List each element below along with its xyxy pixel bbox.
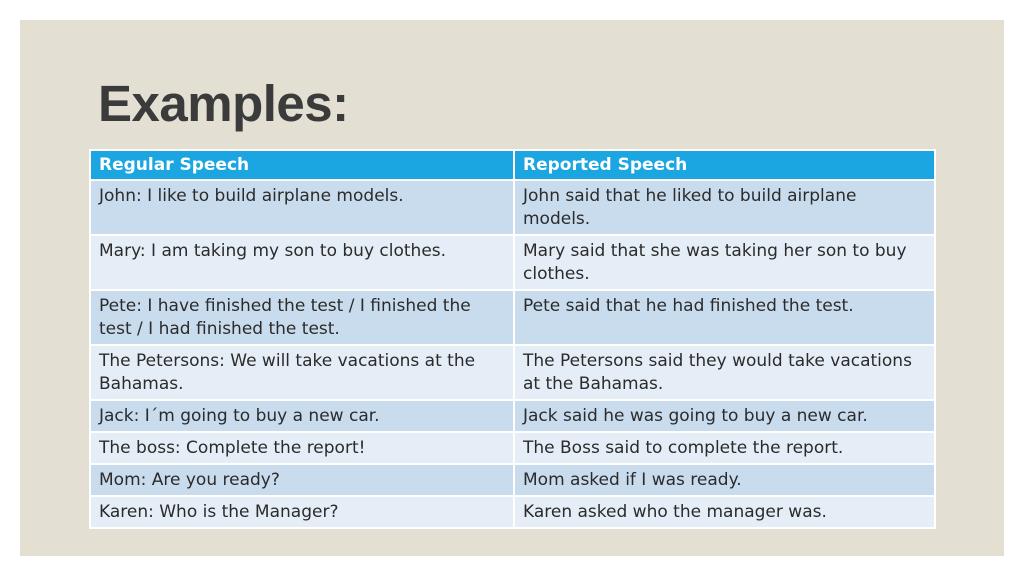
reported-speech-cell: Mary said that she was taking her son to buy clothes. xyxy=(514,235,935,290)
table-row xyxy=(90,180,935,235)
regular-speech-cell: Mom: Are you ready? xyxy=(90,464,514,496)
slide xyxy=(20,20,1004,556)
reported-speech-cell: John said that he liked to build airplane models. xyxy=(514,180,935,235)
reported-speech-cell: The Petersons said they would take vacations at the Bahamas. xyxy=(514,345,935,400)
header-regular-speech: Regular Speech xyxy=(90,150,514,180)
examples-table xyxy=(89,149,936,529)
table-row xyxy=(90,496,935,528)
regular-speech-cell: Jack: I´m going to buy a new car. xyxy=(90,400,514,432)
reported-speech-cell: The Boss said to complete the report. xyxy=(514,432,935,464)
table-row xyxy=(90,400,935,432)
table-header-row xyxy=(90,150,935,180)
regular-speech-cell: Mary: I am taking my son to buy clothes. xyxy=(90,235,514,290)
table-row xyxy=(90,345,935,400)
slide-title: Examples: xyxy=(98,75,349,132)
regular-speech-cell: The boss: Complete the report! xyxy=(90,432,514,464)
table-row xyxy=(90,235,935,290)
reported-speech-cell: Pete said that he had finished the test. xyxy=(514,290,935,345)
regular-speech-cell: Karen: Who is the Manager? xyxy=(90,496,514,528)
regular-speech-cell: John: I like to build airplane models. xyxy=(90,180,514,235)
reported-speech-cell: Jack said he was going to buy a new car. xyxy=(514,400,935,432)
header-reported-speech: Reported Speech xyxy=(514,150,935,180)
table-row xyxy=(90,432,935,464)
table-row xyxy=(90,464,935,496)
reported-speech-cell: Karen asked who the manager was. xyxy=(514,496,935,528)
reported-speech-cell: Mom asked if I was ready. xyxy=(514,464,935,496)
regular-speech-cell: Pete: I have finished the test / I finished the test / I had finished the test. xyxy=(90,290,514,345)
table-row xyxy=(90,290,935,345)
regular-speech-cell: The Petersons: We will take vacations at the Bahamas. xyxy=(90,345,514,400)
